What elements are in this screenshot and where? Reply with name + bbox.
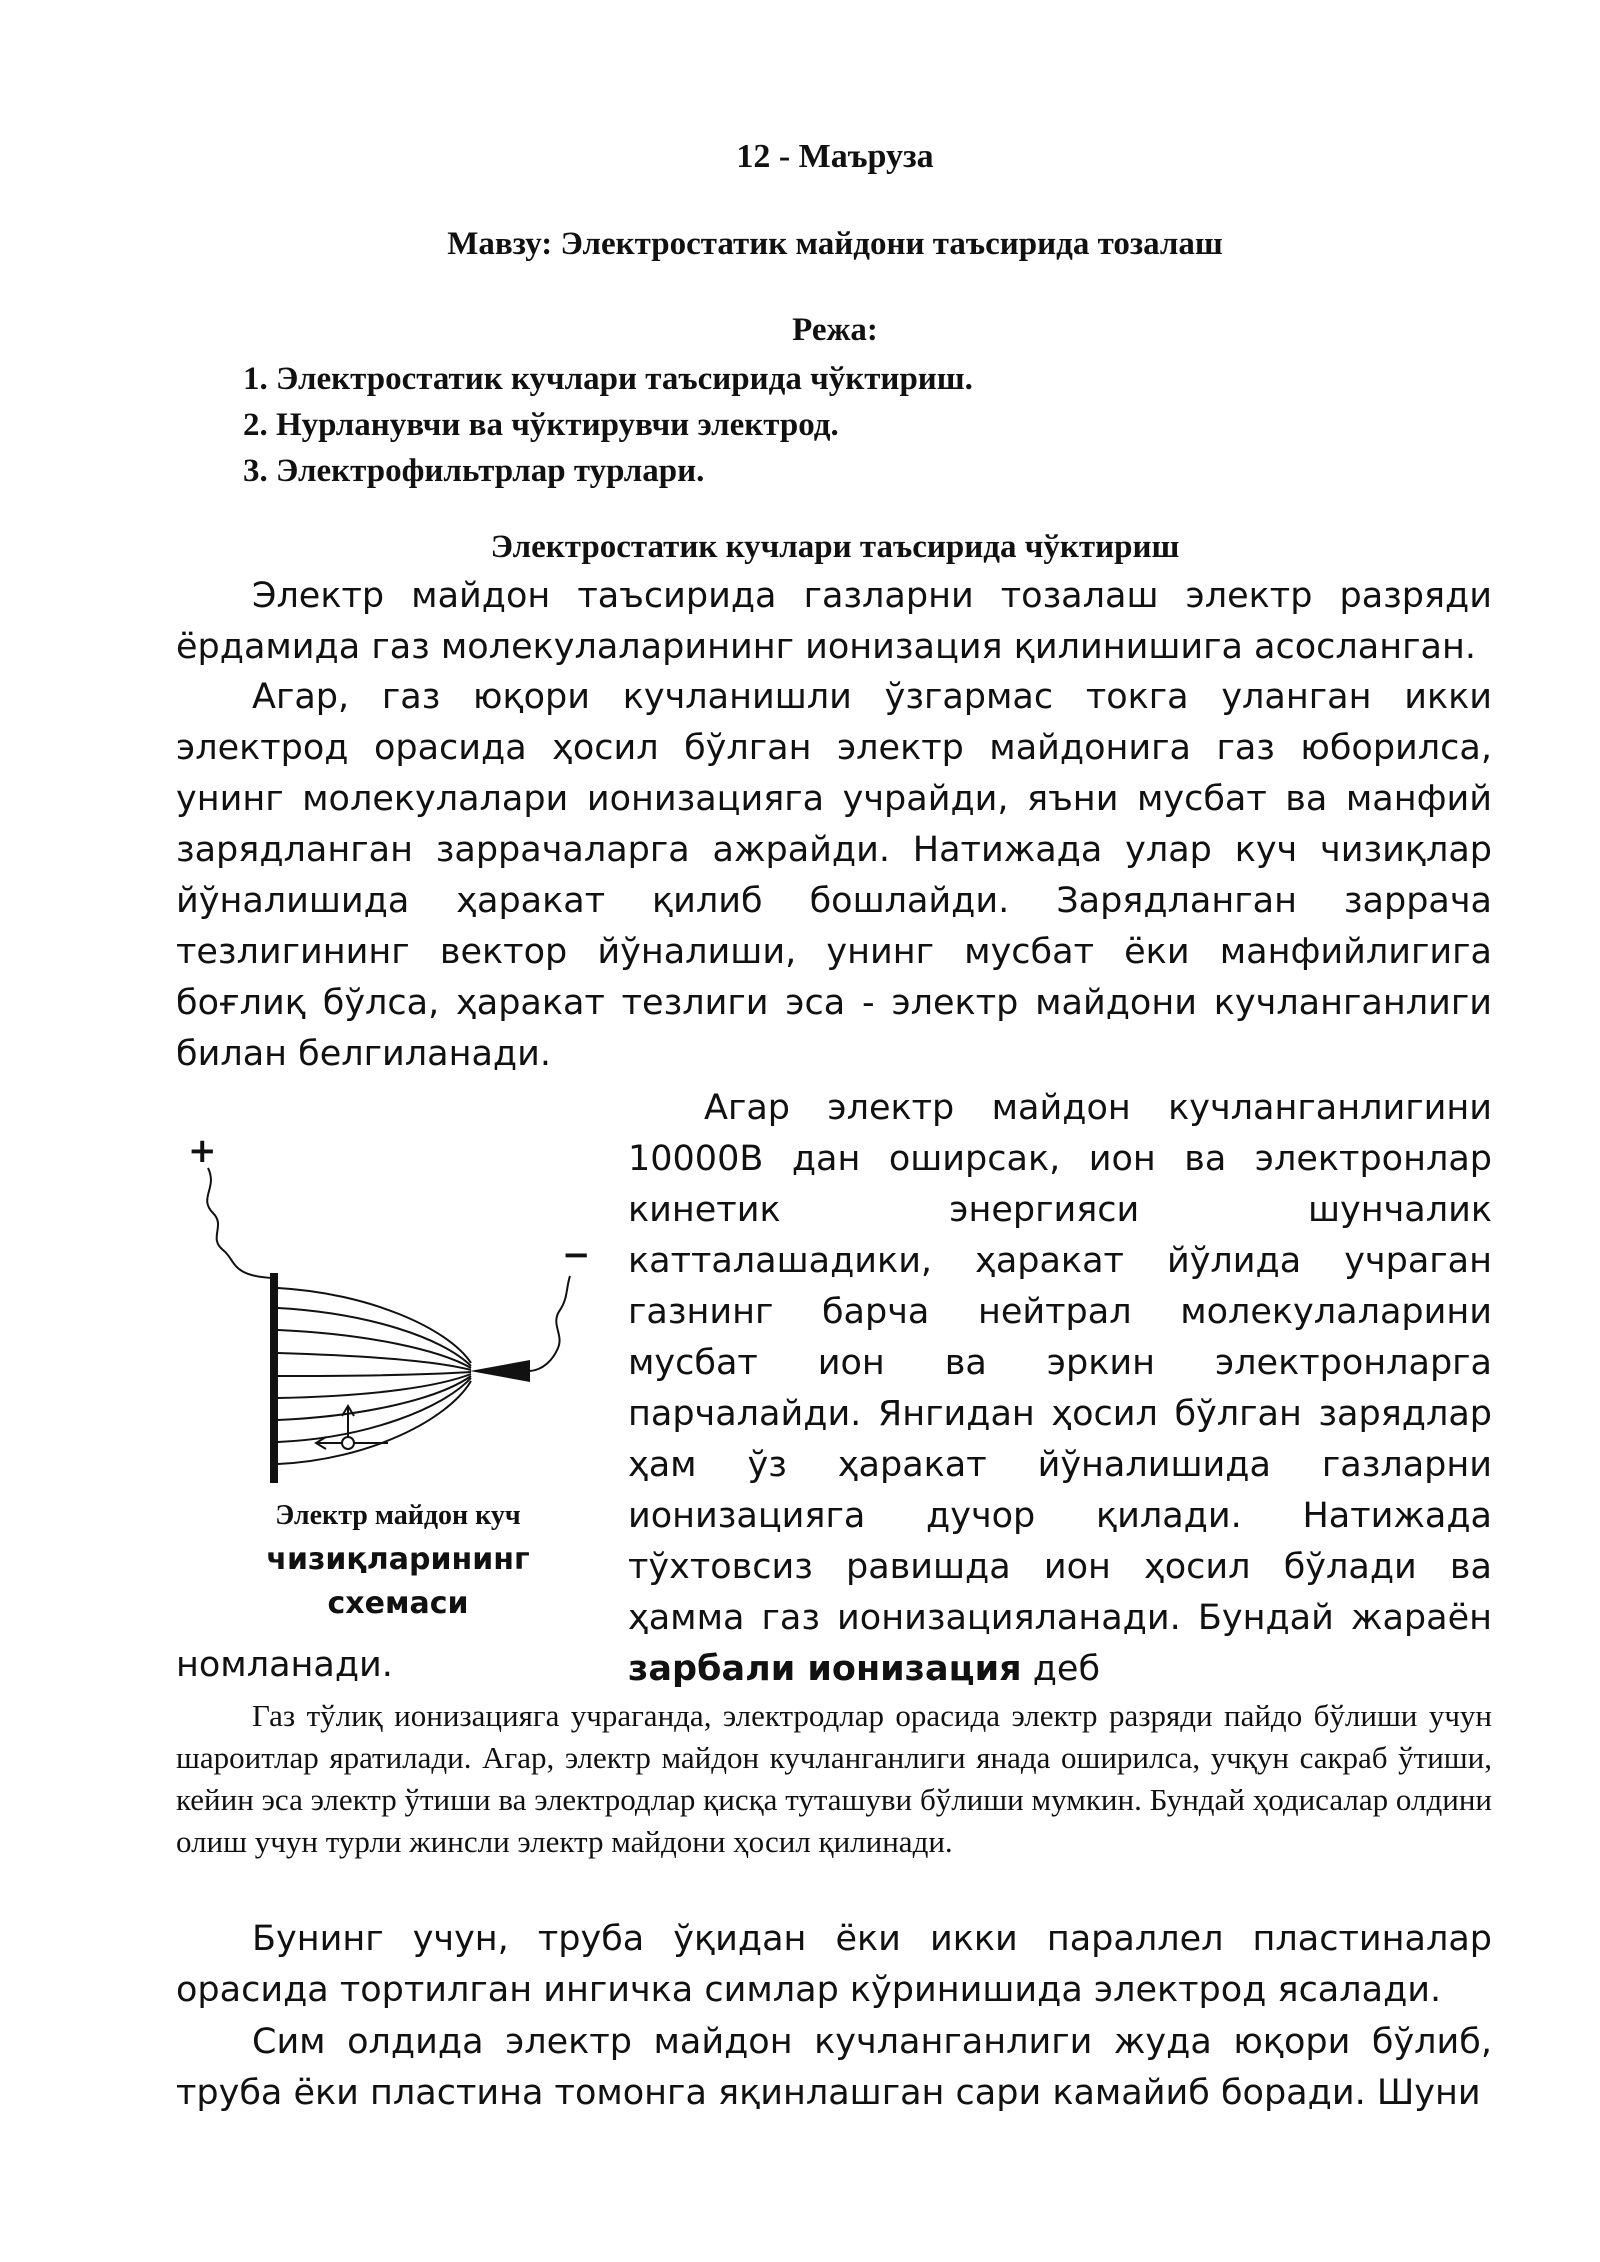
body-paragraph: Агар, газ юқори кучланишли ўзгармас токга уланган икки электрод орасида ҳосил бўлган электр майдонига газ юборилса, унинг молекулалари ионизацияга учрайди, яъни мусбат ва манфий зарядланган заррачаларга ажрайди. Натижада улар куч чизиқлар йўналишида ҳаракат қилиб бошлайди. Зарядланган заррача тезлигининг вектор йўналиши, унинг мусбат ёки манфийлигига боғлиқ бўлса, ҳаракат тезлиги эса - электр майдони кучланганлиги билан белгиланади.: [176, 677, 1492, 1074]
figure-caption-line1: Электр майдон куч: [275, 1500, 521, 1531]
plan-item: 3. Электрофильтрлар турлари.: [243, 453, 705, 489]
field-lines: [278, 1288, 471, 1464]
positive-wire: [207, 1168, 273, 1278]
section-heading: Электростатик кучлари таъсирида чўктириш: [490, 529, 1180, 565]
minus-sign: −: [562, 1235, 591, 1275]
body-paragraph: Бунинг учун, труба ўқидан ёки икки параллел пластиналар орасида тортилган ингичка симлар кўринишида электрод ясалади.: [176, 1919, 1492, 2010]
plan-item: 2. Нурланувчи ва чўктирувчи электрод.: [243, 407, 839, 443]
plan-heading: Режа:: [792, 312, 878, 348]
wrap-paragraph: Агар электр майдон кучланганлигини 10000В дан оширсак, ион ва электронлар кинетик энергияси шунчалик катталашадики, ҳаракат йўлида учраган газнинг барча нейтрал молекулаларини мусбат ион ва эркин электронларга парчалайди. Янгидан ҳосил бўлган зарядлар ҳам ўз ҳаракат йўналишида газларни ионизацияга дучор қилади. Натижада тўхтовсиз равишда ион ҳосил бўлади ва ҳамма газ ионизацияланади. Бундай жараён зарбали ионизация деб: [628, 1088, 1492, 1689]
lecture-title: 12 - Маъруза: [736, 138, 934, 175]
plan-item: 1. Электростатик кучлари таъсирида чўктириш.: [243, 361, 973, 397]
emphasis-term: зарбали ионизация: [628, 1649, 1022, 1689]
emitting-electrode: [470, 1360, 530, 1382]
wrap-paragraph-tail: номланади.: [176, 1645, 393, 1685]
plus-sign: +: [188, 1131, 217, 1171]
plan-list: [243, 356, 973, 494]
topic-title: Мавзу: Электростатик майдони таъсирида тозалаш: [447, 226, 1223, 262]
particle-force-arrows: [316, 1406, 388, 1449]
body-paragraph: Электр майдон таъсирида газларни тозалаш электр разряди ёрдамида газ молекулаларининг ионизация қилинишига асосланган.: [176, 576, 1492, 667]
field-lines-diagram: [178, 1098, 618, 1498]
figure-caption-line3: схемаси: [327, 1586, 469, 1621]
negative-wire: [530, 1276, 570, 1371]
serif-paragraph: Газ тўлиқ ионизацияга учраганда, электродлар орасида электр разряди пайдо бўлиши учун шароитлар яратилади. Агар, электр майдон кучланганлиги янада оширилса, учқун сакраб ўтиши, кейин эса электр ўтиши ва электродлар қисқа туташуви бўлиши мумкин. Бундай ҳодисалар олдини олиш учун турли жинсли электр майдони ҳосил қилинади.: [176, 1698, 1492, 1859]
figure-caption-line2: чизиқларининг: [266, 1542, 530, 1577]
figure-caption-rest: [178, 1538, 618, 1626]
collecting-plate: [270, 1273, 278, 1483]
body-paragraph: Сим олдида электр майдон кучланганлиги жуда юқори бўлиб, труба ёки пластина томонга яқинлашган сари камайиб боради. Шуни: [176, 2022, 1492, 2113]
